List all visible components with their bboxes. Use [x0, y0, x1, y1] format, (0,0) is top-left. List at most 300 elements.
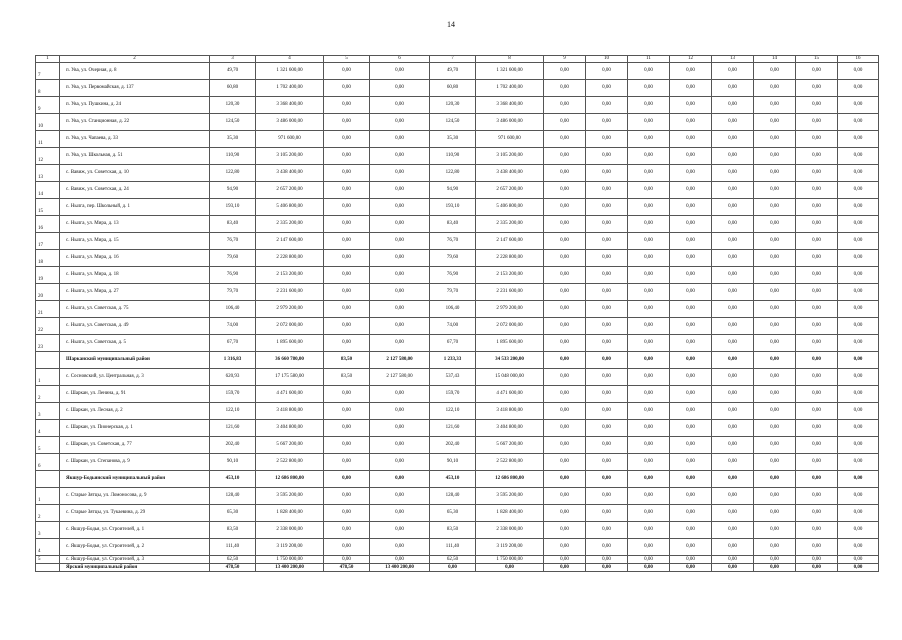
row-number-cell: 6 [36, 454, 60, 471]
value-cell: 0,00 [796, 420, 838, 437]
value-cell: 0,00 [628, 420, 670, 437]
value-cell: 0,00 [324, 454, 370, 471]
value-cell: 0,00 [670, 114, 712, 131]
value-cell: 0,00 [712, 335, 754, 352]
table-row [36, 386, 879, 403]
value-cell: 159,70 [430, 386, 476, 403]
value-cell: 0,00 [670, 284, 712, 301]
value-cell: 35,30 [430, 131, 476, 148]
address-cell: с. Вавиж, ул. Советская, д. 10 [60, 165, 210, 182]
value-cell: 620,93 [210, 369, 256, 386]
row-number-cell [36, 471, 60, 488]
value-cell: 2 228 800,00 [256, 250, 324, 267]
value-cell: 0,00 [586, 522, 628, 539]
value-cell: 0,00 [838, 148, 879, 165]
value-cell: 0,00 [324, 182, 370, 199]
value-cell: 0,00 [796, 369, 838, 386]
value-cell: 121,60 [210, 420, 256, 437]
value-cell: 0,00 [586, 233, 628, 250]
value-cell: 0,00 [544, 63, 586, 80]
row-number-cell [36, 352, 60, 369]
value-cell: 0,00 [712, 352, 754, 369]
value-cell: 0,00 [370, 556, 430, 564]
address-cell: п. Ува, ул. Пушкина, д. 24 [60, 97, 210, 114]
address-cell: п. Ува, ул. Станционная, д. 22 [60, 114, 210, 131]
value-cell: 0,00 [796, 386, 838, 403]
column-header: 13 [712, 56, 754, 63]
value-cell: 0,00 [544, 454, 586, 471]
table-row [36, 522, 879, 539]
value-cell: 67,70 [430, 335, 476, 352]
value-cell: 3 404 800,00 [256, 420, 324, 437]
value-cell: 0,00 [754, 148, 796, 165]
row-number-cell: 8 [36, 80, 60, 97]
value-cell: 0,00 [796, 505, 838, 522]
value-cell: 0,00 [754, 182, 796, 199]
address-cell: с. Нылга, ул. Советская, д. 49 [60, 318, 210, 335]
value-cell: 13 400 200,00 [370, 564, 430, 572]
value-cell: 0,00 [628, 488, 670, 505]
value-cell: 2 979 200,00 [476, 301, 544, 318]
value-cell: 0,00 [324, 420, 370, 437]
value-cell: 0,00 [628, 250, 670, 267]
value-cell: 122,80 [430, 165, 476, 182]
table-row [36, 182, 879, 199]
value-cell: 0,00 [370, 488, 430, 505]
value-cell: 0,00 [324, 556, 370, 564]
value-cell: 0,00 [838, 522, 879, 539]
value-cell: 0,00 [324, 522, 370, 539]
address-cell: с. Якшур-Бодья, ул. Строителей, д. 3 [60, 556, 210, 564]
value-cell: 0,00 [370, 80, 430, 97]
value-cell: 0,00 [796, 199, 838, 216]
value-cell: 0,00 [586, 454, 628, 471]
value-cell: 0,00 [370, 63, 430, 80]
value-cell: 202,40 [430, 437, 476, 454]
value-cell: 0,00 [586, 165, 628, 182]
value-cell: 0,00 [628, 369, 670, 386]
value-cell: 0,00 [544, 267, 586, 284]
value-cell: 122,80 [210, 165, 256, 182]
value-cell: 0,00 [586, 250, 628, 267]
value-cell: 1 321 600,00 [256, 63, 324, 80]
value-cell: 0,00 [796, 233, 838, 250]
value-cell: 5 667 200,00 [476, 437, 544, 454]
value-cell: 0,00 [838, 199, 879, 216]
value-cell: 0,00 [544, 369, 586, 386]
table-row [36, 250, 879, 267]
value-cell: 36 660 780,00 [256, 352, 324, 369]
value-cell: 0,00 [628, 182, 670, 199]
address-cell: с. Шаркан, ул. Лесная, д. 2 [60, 403, 210, 420]
value-cell: 0,00 [712, 564, 754, 572]
column-header: 1 [36, 56, 60, 63]
value-cell: 0,00 [324, 539, 370, 556]
column-header: 14 [754, 56, 796, 63]
value-cell: 2 127 580,00 [370, 369, 430, 386]
value-cell: 0,00 [754, 233, 796, 250]
value-cell: 0,00 [796, 437, 838, 454]
value-cell: 0,00 [670, 97, 712, 114]
value-cell: 0,00 [712, 182, 754, 199]
value-cell: 3 119 200,00 [476, 539, 544, 556]
value-cell: 0,00 [712, 488, 754, 505]
address-cell: с. Нылга, ул. Мира, д. 16 [60, 250, 210, 267]
value-cell: 0,00 [670, 522, 712, 539]
value-cell: 0,00 [670, 233, 712, 250]
value-cell: 0,00 [754, 199, 796, 216]
value-cell: 76,70 [430, 233, 476, 250]
value-cell: 2 522 800,00 [476, 454, 544, 471]
value-cell: 15 048 000,00 [476, 369, 544, 386]
value-cell: 0,00 [796, 216, 838, 233]
value-cell: 0,00 [670, 63, 712, 80]
value-cell: 94,90 [210, 182, 256, 199]
value-cell: 4 471 600,00 [256, 386, 324, 403]
value-cell: 2 228 800,00 [476, 250, 544, 267]
value-cell: 0,00 [712, 80, 754, 97]
row-number-cell: 15 [36, 199, 60, 216]
value-cell: 0,00 [370, 522, 430, 539]
value-cell: 0,00 [838, 284, 879, 301]
value-cell: 2 338 000,00 [256, 522, 324, 539]
address-cell: с. Сосновский, ул. Центральная, д. 3 [60, 369, 210, 386]
value-cell: 0,00 [544, 522, 586, 539]
value-cell: 0,00 [370, 386, 430, 403]
table-row [36, 454, 879, 471]
value-cell: 478,50 [210, 564, 256, 572]
value-cell: 0,00 [586, 284, 628, 301]
table-row [36, 403, 879, 420]
value-cell: 0,00 [370, 131, 430, 148]
value-cell: 0,00 [628, 80, 670, 97]
value-cell: 0,00 [754, 63, 796, 80]
value-cell: 0,00 [796, 148, 838, 165]
value-cell: 0,00 [796, 522, 838, 539]
value-cell: 3 438 400,00 [256, 165, 324, 182]
row-number-cell: 2 [36, 386, 60, 403]
value-cell: 0,00 [324, 267, 370, 284]
value-cell: 0,00 [324, 148, 370, 165]
address-cell: п. Ува, ул. Очерная, д. 8 [60, 63, 210, 80]
value-cell: 0,00 [838, 488, 879, 505]
address-cell: с. Нылга, ул. Советская, д. 5 [60, 335, 210, 352]
value-cell: 83,40 [210, 216, 256, 233]
value-cell: 0,00 [712, 131, 754, 148]
value-cell: 0,00 [838, 335, 879, 352]
address-cell: с. Нылга, ул. Мира, д. 27 [60, 284, 210, 301]
value-cell: 74,00 [210, 318, 256, 335]
value-cell: 0,00 [712, 267, 754, 284]
value-cell: 2 127 580,00 [370, 352, 430, 369]
value-cell: 120,30 [210, 97, 256, 114]
value-cell: 0,00 [586, 199, 628, 216]
value-cell: 0,00 [838, 97, 879, 114]
value-cell: 0,00 [754, 165, 796, 182]
address-cell: с. Старые Зятцы, ул. Тукаевина, д. 29 [60, 505, 210, 522]
value-cell: 1 895 600,00 [476, 335, 544, 352]
row-number-cell: 18 [36, 250, 60, 267]
district-name-cell: Ярский муниципальный район [60, 564, 210, 572]
value-cell: 0,00 [324, 233, 370, 250]
value-cell: 0,00 [754, 386, 796, 403]
value-cell: 1 702 400,00 [256, 80, 324, 97]
value-cell: 0,00 [628, 301, 670, 318]
value-cell: 0,00 [712, 284, 754, 301]
value-cell: 0,00 [628, 318, 670, 335]
value-cell: 0,00 [796, 564, 838, 572]
row-number-cell: 13 [36, 165, 60, 182]
value-cell: 537,43 [430, 369, 476, 386]
value-cell: 0,00 [712, 165, 754, 182]
housing-program-table [35, 55, 879, 572]
value-cell: 83,50 [210, 522, 256, 539]
row-number-cell: 16 [36, 216, 60, 233]
value-cell: 0,00 [670, 556, 712, 564]
value-cell: 0,00 [324, 131, 370, 148]
value-cell: 0,00 [670, 386, 712, 403]
value-cell: 0,00 [586, 97, 628, 114]
row-number-cell: 23 [36, 335, 60, 352]
table-row [36, 369, 879, 386]
value-cell: 0,00 [712, 556, 754, 564]
value-cell: 0,00 [838, 301, 879, 318]
table-row [36, 199, 879, 216]
value-cell: 0,00 [796, 182, 838, 199]
address-cell: с. Якшур-Бодья, ул. Строителей, д. 1 [60, 522, 210, 539]
value-cell: 0,00 [544, 165, 586, 182]
value-cell: 0,00 [670, 335, 712, 352]
value-cell: 0,00 [754, 318, 796, 335]
value-cell: 0,00 [476, 564, 544, 572]
value-cell: 0,00 [544, 335, 586, 352]
value-cell: 0,00 [544, 437, 586, 454]
row-number-cell: 2 [36, 505, 60, 522]
value-cell: 1 702 400,00 [476, 80, 544, 97]
row-number-cell: 11 [36, 131, 60, 148]
value-cell: 971 600,00 [476, 131, 544, 148]
table-row [36, 216, 879, 233]
value-cell: 0,00 [838, 420, 879, 437]
value-cell: 159,70 [210, 386, 256, 403]
value-cell: 0,00 [796, 454, 838, 471]
value-cell: 62,50 [210, 556, 256, 564]
value-cell: 0,00 [754, 505, 796, 522]
value-cell: 0,00 [370, 420, 430, 437]
value-cell: 0,00 [324, 403, 370, 420]
value-cell: 0,00 [370, 114, 430, 131]
column-header: 11 [628, 56, 670, 63]
value-cell: 2 522 800,00 [256, 454, 324, 471]
value-cell: 122,10 [210, 403, 256, 420]
value-cell: 0,00 [670, 131, 712, 148]
value-cell: 65,30 [430, 505, 476, 522]
value-cell: 0,00 [796, 114, 838, 131]
value-cell: 0,00 [628, 471, 670, 488]
address-cell: п. Ува, ул. Чапаева, д. 33 [60, 131, 210, 148]
value-cell: 122,10 [430, 403, 476, 420]
value-cell: 0,00 [838, 63, 879, 80]
value-cell: 0,00 [586, 148, 628, 165]
value-cell: 0,00 [544, 318, 586, 335]
value-cell: 0,00 [838, 165, 879, 182]
value-cell: 1 828 400,00 [256, 505, 324, 522]
table-row [36, 267, 879, 284]
value-cell: 35,30 [210, 131, 256, 148]
value-cell: 110,90 [210, 148, 256, 165]
value-cell: 0,00 [670, 80, 712, 97]
value-cell: 0,00 [586, 352, 628, 369]
value-cell: 0,00 [324, 301, 370, 318]
value-cell: 83,50 [430, 522, 476, 539]
value-cell: 94,90 [430, 182, 476, 199]
value-cell: 0,00 [370, 182, 430, 199]
value-cell: 4 471 600,00 [476, 386, 544, 403]
value-cell: 0,00 [712, 437, 754, 454]
value-cell: 0,00 [544, 420, 586, 437]
value-cell: 60,80 [210, 80, 256, 97]
value-cell: 0,00 [586, 80, 628, 97]
value-cell: 1 895 600,00 [256, 335, 324, 352]
value-cell: 3 486 000,00 [476, 114, 544, 131]
table-row [36, 301, 879, 318]
table-row [36, 318, 879, 335]
value-cell: 0,00 [370, 301, 430, 318]
table-row [36, 114, 879, 131]
value-cell: 0,00 [838, 216, 879, 233]
value-cell: 0,00 [838, 267, 879, 284]
value-cell: 1 316,83 [210, 352, 256, 369]
value-cell: 12 686 800,00 [476, 471, 544, 488]
value-cell: 0,00 [586, 539, 628, 556]
table-row [36, 148, 879, 165]
row-number-cell: 7 [36, 63, 60, 80]
value-cell: 0,00 [838, 539, 879, 556]
table-row [36, 335, 879, 352]
column-header: 7 [430, 56, 476, 63]
value-cell: 0,00 [628, 564, 670, 572]
value-cell: 0,00 [796, 97, 838, 114]
value-cell: 0,00 [670, 148, 712, 165]
value-cell: 0,00 [324, 250, 370, 267]
value-cell: 0,00 [430, 564, 476, 572]
row-number-cell: 20 [36, 284, 60, 301]
value-cell: 1 750 000,00 [476, 556, 544, 564]
value-cell: 0,00 [712, 369, 754, 386]
value-cell: 3 368 400,00 [256, 97, 324, 114]
address-cell: п. Ува, ул. Первомайская, д. 137 [60, 80, 210, 97]
value-cell: 0,00 [796, 165, 838, 182]
value-cell: 0,00 [796, 284, 838, 301]
value-cell: 111,40 [430, 539, 476, 556]
value-cell: 0,00 [324, 386, 370, 403]
value-cell: 0,00 [796, 63, 838, 80]
value-cell: 0,00 [670, 437, 712, 454]
value-cell: 0,00 [838, 437, 879, 454]
value-cell: 0,00 [838, 403, 879, 420]
value-cell: 0,00 [544, 199, 586, 216]
table-row [36, 97, 879, 114]
value-cell: 0,00 [324, 199, 370, 216]
value-cell: 0,00 [628, 539, 670, 556]
value-cell: 0,00 [754, 556, 796, 564]
value-cell: 0,00 [796, 556, 838, 564]
address-cell: с. Шаркан, ул. Советская, д. 77 [60, 437, 210, 454]
value-cell: 2 338 000,00 [476, 522, 544, 539]
value-cell: 0,00 [670, 165, 712, 182]
value-cell: 0,00 [544, 505, 586, 522]
value-cell: 0,00 [670, 199, 712, 216]
value-cell: 0,00 [712, 505, 754, 522]
value-cell: 0,00 [586, 386, 628, 403]
value-cell: 3 105 200,00 [256, 148, 324, 165]
row-number-cell: 14 [36, 182, 60, 199]
value-cell: 5 406 800,00 [476, 199, 544, 216]
value-cell: 3 418 800,00 [476, 403, 544, 420]
value-cell: 0,00 [754, 80, 796, 97]
value-cell: 3 105 200,00 [476, 148, 544, 165]
value-cell: 0,00 [712, 114, 754, 131]
value-cell: 124,50 [210, 114, 256, 131]
value-cell: 2 147 600,00 [476, 233, 544, 250]
value-cell: 0,00 [586, 403, 628, 420]
address-cell: с. Шаркан, ул. Степанова, д. 9 [60, 454, 210, 471]
value-cell: 0,00 [586, 114, 628, 131]
value-cell: 0,00 [754, 539, 796, 556]
address-cell: с. Вавиж, ул. Советская, д. 24 [60, 182, 210, 199]
value-cell: 0,00 [628, 63, 670, 80]
value-cell: 0,00 [586, 437, 628, 454]
row-number-cell [36, 564, 60, 572]
value-cell: 0,00 [838, 564, 879, 572]
value-cell: 110,90 [430, 148, 476, 165]
value-cell: 0,00 [544, 97, 586, 114]
value-cell: 79,60 [210, 250, 256, 267]
row-number-cell: 3 [36, 403, 60, 420]
value-cell: 0,00 [544, 539, 586, 556]
value-cell: 0,00 [838, 352, 879, 369]
address-cell: с. Шаркан, ул. Пионерская, д. 1 [60, 420, 210, 437]
value-cell: 0,00 [712, 420, 754, 437]
address-cell: с. Нылга, ул. Мира, д. 15 [60, 233, 210, 250]
value-cell: 0,00 [712, 318, 754, 335]
value-cell: 0,00 [586, 369, 628, 386]
value-cell: 0,00 [838, 318, 879, 335]
value-cell: 0,00 [370, 539, 430, 556]
value-cell: 0,00 [628, 165, 670, 182]
value-cell: 0,00 [754, 114, 796, 131]
value-cell: 0,00 [544, 80, 586, 97]
value-cell: 0,00 [586, 318, 628, 335]
value-cell: 0,00 [370, 454, 430, 471]
value-cell: 0,00 [670, 216, 712, 233]
value-cell: 0,00 [712, 199, 754, 216]
value-cell: 0,00 [628, 114, 670, 131]
value-cell: 0,00 [628, 148, 670, 165]
district-name-cell: Шарканский муниципальный район [60, 352, 210, 369]
value-cell: 0,00 [628, 131, 670, 148]
value-cell: 2 231 600,00 [256, 284, 324, 301]
value-cell: 2 335 200,00 [256, 216, 324, 233]
value-cell: 111,40 [210, 539, 256, 556]
value-cell: 0,00 [586, 335, 628, 352]
value-cell: 0,00 [796, 267, 838, 284]
table-row [36, 437, 879, 454]
value-cell: 0,00 [586, 131, 628, 148]
value-cell: 0,00 [544, 233, 586, 250]
value-cell: 90,10 [210, 454, 256, 471]
value-cell: 0,00 [324, 284, 370, 301]
